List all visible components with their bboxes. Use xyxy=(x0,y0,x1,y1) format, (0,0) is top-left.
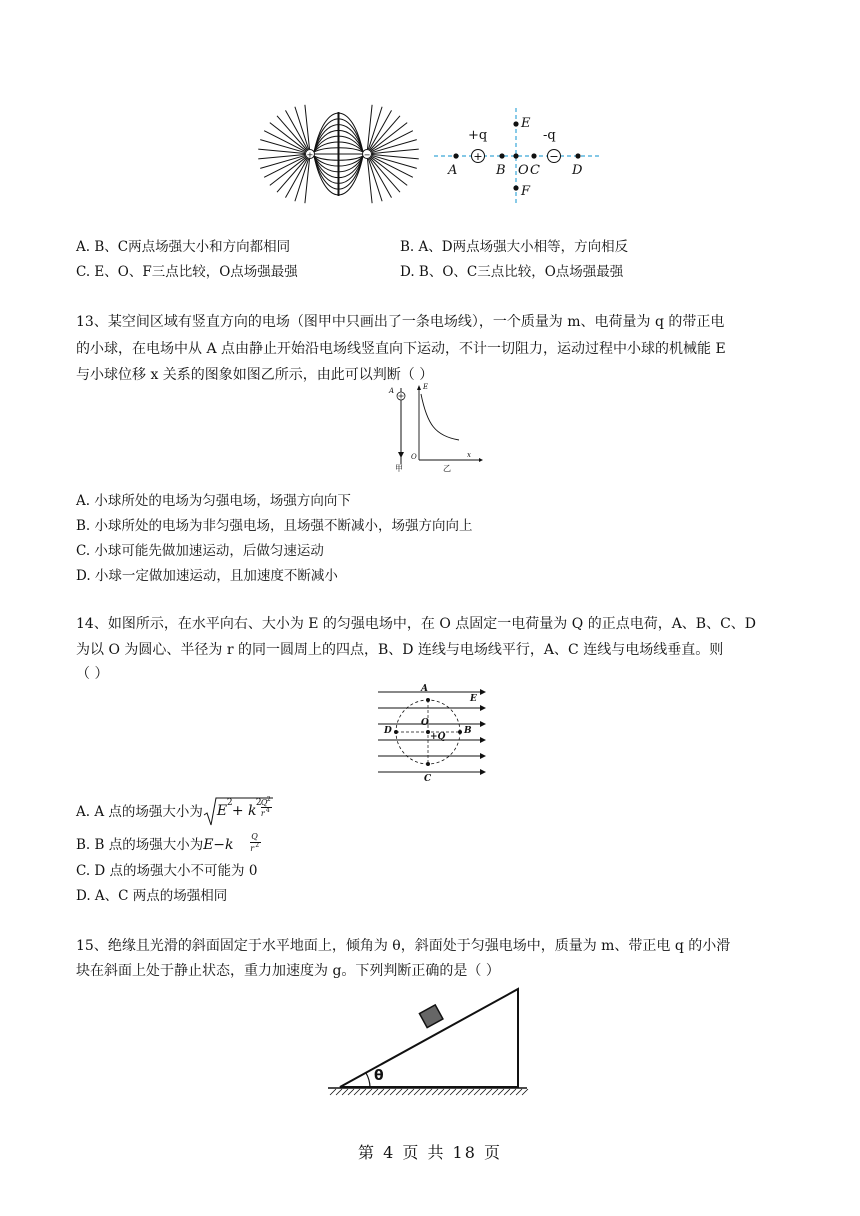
q13-option-a: A. 小球所处的电场为匀强电场，场强方向向下 xyxy=(76,493,351,509)
q13-stem-line2: 的小球，在电场中从 A 点由静止开始沿电场线竖直向下运动，不计一切阻力，运动过程中小球的机械能 E xyxy=(76,341,726,357)
q12-option-a: A. B、C两点场强大小和方向都相同 xyxy=(76,239,291,255)
q14-label-A: A xyxy=(421,684,428,694)
q14-option-b-prefix: B. B 点的场强大小为 xyxy=(76,837,204,853)
label-plus-q: +q xyxy=(468,128,488,143)
label-B: B xyxy=(496,163,506,178)
q14-stem-line2: 为以 O 为圆心、半径为 r 的同一圆周上的四点，B、D 连线与电场线平行，A、C 连线与电场线垂直。则 xyxy=(76,642,724,658)
q14-formula-a-Q: Q xyxy=(260,798,268,807)
page-footer: 第 4 页 共 18 页 xyxy=(358,1143,502,1162)
svg-text:+: + xyxy=(473,150,483,163)
label-C: C xyxy=(530,163,540,178)
label-F: F xyxy=(521,184,531,199)
q13-option-d: D. 小球一定做加速运动，且加速度不断减小 xyxy=(76,568,338,584)
q13-figure xyxy=(383,384,483,478)
q13-label-yi: 乙 xyxy=(443,464,451,473)
q14-formula-b-r: r xyxy=(250,844,255,853)
q14-option-a xyxy=(76,796,273,828)
q15-incline-svg xyxy=(322,985,532,1100)
q14-formula-b-minus-k: −k xyxy=(213,837,234,853)
q14-option-b xyxy=(76,832,263,858)
svg-text:+: + xyxy=(306,150,314,160)
label-E: E xyxy=(521,116,531,131)
charge-axis-figure xyxy=(430,106,610,212)
q14-formula-a-exp2: 2 xyxy=(226,798,233,808)
q14-formula-b-r-exp: 2 xyxy=(255,842,260,849)
q15-label-theta: θ xyxy=(374,1068,384,1084)
q12-option-d: D. B、O、C三点比较，O点场强最强 xyxy=(400,264,624,280)
label-O: O xyxy=(518,163,529,178)
q15-stem-line2: 块在斜面上处于静止状态，重力加速度为 g。下列判断正确的是（ ） xyxy=(76,963,500,979)
q13-label-jia: 甲 xyxy=(395,464,403,473)
q14-label-D: D xyxy=(384,726,392,736)
dipole-field-lines-figure xyxy=(255,98,430,214)
label-minus-q: -q xyxy=(543,128,556,143)
q13-label-O: O xyxy=(411,453,417,461)
q13-stem-line3: 与小球位移 x 关系的图象如图乙所示，由此可以判断（ ） xyxy=(76,367,434,383)
q14-stem-line1: 14、如图所示，在水平向右、大小为 E 的匀强电场中，在 O 点固定一电荷量为 Q 的正点电荷，A、B、C、D xyxy=(76,616,757,632)
label-D: D xyxy=(572,163,583,178)
q15-stem-line1: 15、绝缘且光滑的斜面固定于水平地面上，倾角为 θ，斜面处于匀强电场中，质量为 m、带正电 q 的小滑 xyxy=(76,938,731,954)
q14-formula-a xyxy=(203,796,273,828)
q14-formula-b xyxy=(203,832,263,858)
q13-label-A: A xyxy=(389,387,395,395)
charge-axis-svg xyxy=(430,106,610,208)
q12-option-b: B. A、D两点场强大小相等，方向相反 xyxy=(400,239,629,255)
q13-label-x: x xyxy=(467,451,471,459)
q14-stem-line3: （ ） xyxy=(76,666,109,682)
q14-option-c: C. D 点的场强大小不可能为 0 xyxy=(76,863,258,879)
svg-text:−: − xyxy=(363,150,371,160)
q14-label-Q: +Q xyxy=(430,732,446,742)
q14-label-C: C xyxy=(424,774,432,784)
q13-option-c: C. 小球可能先做加速运动，后做匀速运动 xyxy=(76,543,324,559)
q14-label-E: E xyxy=(470,694,477,704)
q14-formula-a-E: E xyxy=(216,803,228,819)
q13-option-b: B. 小球所处的电场为非匀强电场，且场强不断减小，场强方向向上 xyxy=(76,518,473,534)
q14-label-O: O xyxy=(421,718,429,728)
label-A: A xyxy=(448,163,458,178)
q14-figure xyxy=(374,684,490,792)
q13-figure-svg xyxy=(383,384,483,474)
q14-formula-a-r-exp: 4 xyxy=(265,807,270,814)
q14-formula-a-plus-k: + k xyxy=(231,803,257,819)
svg-text:−: − xyxy=(549,150,559,163)
q15-incline-figure xyxy=(322,985,532,1104)
q13-label-E: E xyxy=(423,383,429,391)
q14-formula-a-r: r xyxy=(260,809,265,818)
q13-stem-line1: 13、某空间区域有竖直方向的电场（图甲中只画出了一条电场线），一个质量为 m、电荷量为 q 的带正电 xyxy=(76,314,725,330)
q14-formula-a-Q-exp: 2 xyxy=(266,796,271,803)
q12-option-c: C. E、O、F三点比较，O点场强最强 xyxy=(76,264,298,280)
dipole-field-svg xyxy=(255,98,430,210)
q14-label-B: B xyxy=(464,726,472,736)
q14-formula-a-k-exp: 2 xyxy=(255,798,262,808)
q14-formula-b-Q: Q xyxy=(251,832,258,841)
q14-option-a-prefix: A. A 点的场强大小为 xyxy=(76,804,203,820)
q14-formula-b-E: E xyxy=(203,837,214,853)
q14-option-d: D. A、C 两点的场强相同 xyxy=(76,888,228,904)
